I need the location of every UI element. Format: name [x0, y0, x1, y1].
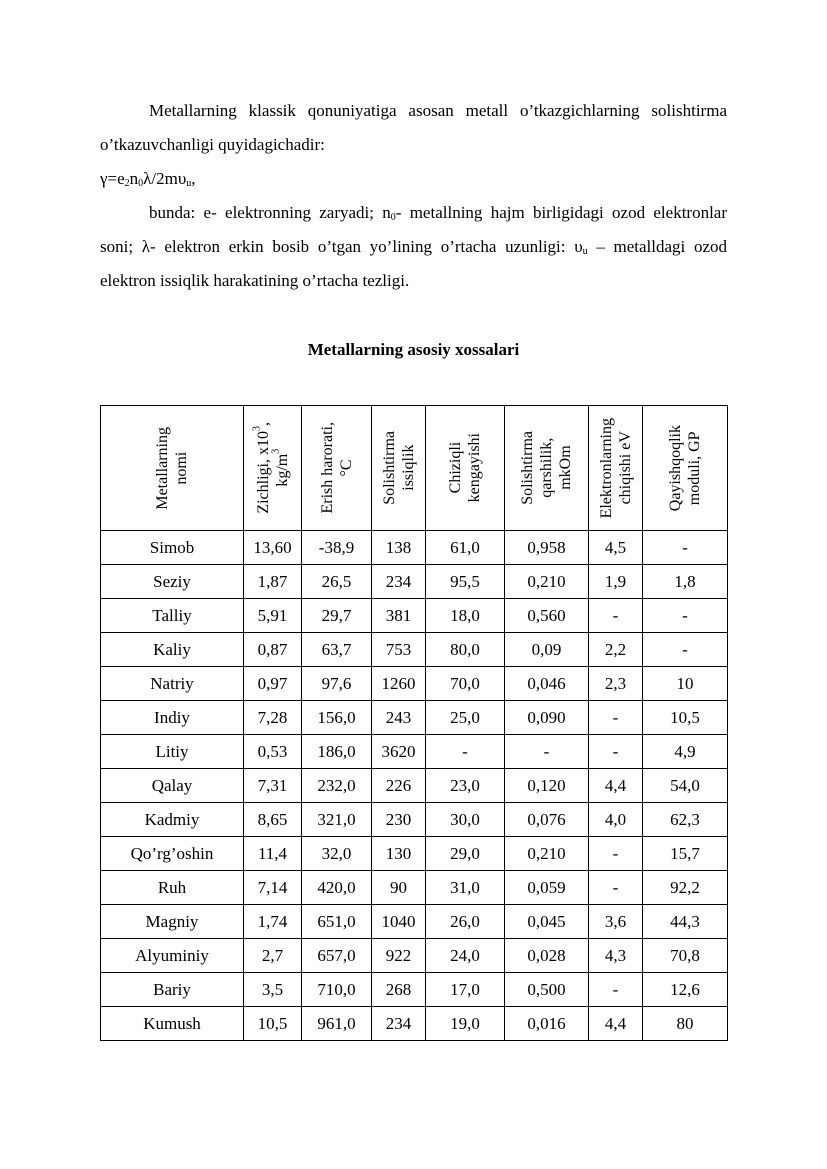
value-cell: 2,2 — [589, 633, 643, 667]
value-cell: 7,31 — [244, 769, 302, 803]
metal-name-cell: Ruh — [101, 871, 244, 905]
value-cell: 0,028 — [505, 939, 589, 973]
value-cell: 753 — [372, 633, 426, 667]
value-cell: 13,60 — [244, 531, 302, 565]
value-cell: 7,28 — [244, 701, 302, 735]
value-cell: 0,87 — [244, 633, 302, 667]
value-cell: 95,5 — [426, 565, 505, 599]
value-cell: 4,5 — [589, 531, 643, 565]
value-cell: 62,3 — [643, 803, 728, 837]
value-cell: 156,0 — [302, 701, 372, 735]
value-cell: 7,14 — [244, 871, 302, 905]
column-header — [244, 406, 302, 531]
metal-name-cell: Kumush — [101, 1007, 244, 1041]
explanation-text: - metallning hajm birligidagi ozod elektronlar soni; λ- elektron erkin bosib o’tgan yo’lining o’rtacha uzunligi: υ — [100, 203, 728, 256]
value-cell: 138 — [372, 531, 426, 565]
value-cell: 2,7 — [244, 939, 302, 973]
value-cell: 232,0 — [302, 769, 372, 803]
metal-name-cell: Natriy — [101, 667, 244, 701]
value-cell: 31,0 — [426, 871, 505, 905]
value-cell: 18,0 — [426, 599, 505, 633]
column-header-label: Solishtirma issiqlik — [380, 431, 417, 505]
value-cell: 226 — [372, 769, 426, 803]
column-header-label: Elektronlarning chiqishi eV — [597, 417, 634, 519]
value-cell: 657,0 — [302, 939, 372, 973]
value-cell: 4,0 — [589, 803, 643, 837]
metal-name-cell: Kadmiy — [101, 803, 244, 837]
value-cell: 710,0 — [302, 973, 372, 1007]
value-cell: 25,0 — [426, 701, 505, 735]
value-cell: 4,4 — [589, 769, 643, 803]
column-header — [101, 406, 244, 531]
metal-name-cell: Talliy — [101, 599, 244, 633]
value-cell: 29,0 — [426, 837, 505, 871]
value-cell: 3,6 — [589, 905, 643, 939]
value-cell: 4,4 — [589, 1007, 643, 1041]
table-row — [101, 803, 728, 837]
column-header-label: Erish harorati, °C — [318, 422, 355, 514]
formula-part: λ/2mυ — [143, 169, 187, 188]
table-row — [101, 905, 728, 939]
intro-text: Metallarning klassik qonuniyatiga asosan metall o’tkazgichlarning solishtirma o’tkazuvchanligi quyidagichadir: — [100, 101, 727, 154]
value-cell: 0,120 — [505, 769, 589, 803]
value-cell: 1,74 — [244, 905, 302, 939]
value-cell: 15,7 — [643, 837, 728, 871]
value-cell: 17,0 — [426, 973, 505, 1007]
value-cell: 0,560 — [505, 599, 589, 633]
value-cell: 23,0 — [426, 769, 505, 803]
column-header-label: Solishtirma qarshilik, mkOm — [519, 431, 574, 505]
value-cell: 80 — [643, 1007, 728, 1041]
metal-name-cell: Indiy — [101, 701, 244, 735]
value-cell: 61,0 — [426, 531, 505, 565]
metal-name-cell: Bariy — [101, 973, 244, 1007]
value-cell: 4,9 — [643, 735, 728, 769]
column-header — [505, 406, 589, 531]
value-cell: - — [589, 837, 643, 871]
metal-name-cell: Kaliy — [101, 633, 244, 667]
metal-name-cell: Litiy — [101, 735, 244, 769]
formula-part: γ=e — [100, 169, 125, 188]
value-cell: 1,87 — [244, 565, 302, 599]
table-row — [101, 531, 728, 565]
value-cell: - — [643, 531, 728, 565]
formula-part: , — [191, 169, 196, 188]
value-cell: 0,076 — [505, 803, 589, 837]
value-cell: 230 — [372, 803, 426, 837]
value-cell: 1,8 — [643, 565, 728, 599]
column-header-label: Qayishqoqlik moduli, GP — [667, 424, 703, 512]
column-header-label: Chiziqli kengayishi — [447, 433, 483, 503]
value-cell: 961,0 — [302, 1007, 372, 1041]
value-cell: 11,4 — [244, 837, 302, 871]
value-cell: - — [589, 973, 643, 1007]
value-cell: 44,3 — [643, 905, 728, 939]
explanation-paragraph — [100, 196, 727, 298]
column-header-label: Metallarning nomi — [154, 426, 190, 510]
value-cell: 0,53 — [244, 735, 302, 769]
table-row — [101, 837, 728, 871]
value-cell: 5,91 — [244, 599, 302, 633]
value-cell: 70,8 — [643, 939, 728, 973]
table-row — [101, 871, 728, 905]
formula — [100, 162, 727, 196]
value-cell: 321,0 — [302, 803, 372, 837]
formula-sub: 0 — [138, 178, 144, 189]
value-cell: -38,9 — [302, 531, 372, 565]
value-cell: 0,09 — [505, 633, 589, 667]
table-row — [101, 735, 728, 769]
value-cell: 10,5 — [244, 1007, 302, 1041]
value-cell: 12,6 — [643, 973, 728, 1007]
table-row — [101, 939, 728, 973]
value-cell: 0,500 — [505, 973, 589, 1007]
value-cell: 130 — [372, 837, 426, 871]
value-cell: 0,210 — [505, 565, 589, 599]
column-header — [372, 406, 426, 531]
column-header-label: Zichligi, $x10^3$, $kg/m^3$ — [251, 422, 291, 514]
value-cell: 0,016 — [505, 1007, 589, 1041]
value-cell: 3620 — [372, 735, 426, 769]
value-cell: 3,5 — [244, 973, 302, 1007]
intro-paragraph — [100, 94, 727, 162]
explanation-text: – metalldagi ozod elektron issiqlik harakatining o’rtacha tezligi. — [100, 237, 727, 290]
value-cell: 268 — [372, 973, 426, 1007]
value-cell: - — [589, 701, 643, 735]
value-cell: 29,7 — [302, 599, 372, 633]
value-cell: 1040 — [372, 905, 426, 939]
table-row — [101, 769, 728, 803]
value-cell: 92,2 — [643, 871, 728, 905]
value-cell: 420,0 — [302, 871, 372, 905]
value-cell: 26,0 — [426, 905, 505, 939]
value-cell: 0,045 — [505, 905, 589, 939]
table-title: Metallarning asosiy xossalari — [307, 340, 520, 359]
formula-part: n — [129, 169, 139, 188]
value-cell: 234 — [372, 1007, 426, 1041]
table-row — [101, 599, 728, 633]
value-cell: 90 — [372, 871, 426, 905]
value-cell: 19,0 — [426, 1007, 505, 1041]
value-cell: 1260 — [372, 667, 426, 701]
value-cell: 0,97 — [244, 667, 302, 701]
value-cell: 10 — [643, 667, 728, 701]
value-cell: 80,0 — [426, 633, 505, 667]
value-cell: 4,3 — [589, 939, 643, 973]
metal-name-cell: Alyuminiy — [101, 939, 244, 973]
value-cell: 381 — [372, 599, 426, 633]
table-row — [101, 565, 728, 599]
column-header — [643, 406, 728, 531]
value-cell: - — [589, 735, 643, 769]
table-row — [101, 667, 728, 701]
value-cell: 70,0 — [426, 667, 505, 701]
value-cell: 24,0 — [426, 939, 505, 973]
metal-name-cell: Qo’rg’oshin — [101, 837, 244, 871]
value-cell: 26,5 — [302, 565, 372, 599]
formula-sub: u — [186, 178, 192, 189]
metal-name-cell: Qalay — [101, 769, 244, 803]
value-cell: 0,046 — [505, 667, 589, 701]
value-cell: 0,090 — [505, 701, 589, 735]
column-header — [589, 406, 643, 531]
table-row — [101, 701, 728, 735]
value-cell: - — [643, 633, 728, 667]
metal-name-cell: Magniy — [101, 905, 244, 939]
column-header — [426, 406, 505, 531]
value-cell: 651,0 — [302, 905, 372, 939]
column-header — [302, 406, 372, 531]
value-cell: 10,5 — [643, 701, 728, 735]
table-row — [101, 1007, 728, 1041]
table-body — [101, 531, 728, 1041]
header-row — [101, 406, 728, 531]
value-cell: 63,7 — [302, 633, 372, 667]
value-cell: - — [505, 735, 589, 769]
value-cell: 186,0 — [302, 735, 372, 769]
value-cell: 2,3 — [589, 667, 643, 701]
value-cell: 30,0 — [426, 803, 505, 837]
value-cell: 97,6 — [302, 667, 372, 701]
value-cell: 922 — [372, 939, 426, 973]
value-cell: 243 — [372, 701, 426, 735]
value-cell: 0,958 — [505, 531, 589, 565]
table-row — [101, 973, 728, 1007]
value-cell: 0,059 — [505, 871, 589, 905]
metal-name-cell: Simob — [101, 531, 244, 565]
explanation-sub: 0 — [390, 212, 396, 223]
value-cell: - — [589, 599, 643, 633]
explanation-text: bunda: e- elektronning zaryadi; n — [149, 203, 391, 222]
value-cell: 32,0 — [302, 837, 372, 871]
metal-name-cell: Seziy — [101, 565, 244, 599]
formula-sub: 2 — [124, 178, 130, 189]
table-row — [101, 633, 728, 667]
value-cell: - — [426, 735, 505, 769]
explanation-sub: u — [582, 246, 588, 257]
value-cell: 0,210 — [505, 837, 589, 871]
value-cell: 1,9 — [589, 565, 643, 599]
metal-properties-table — [100, 405, 728, 1041]
value-cell: 8,65 — [244, 803, 302, 837]
value-cell: 54,0 — [643, 769, 728, 803]
value-cell: 234 — [372, 565, 426, 599]
value-cell: - — [589, 871, 643, 905]
value-cell: - — [643, 599, 728, 633]
